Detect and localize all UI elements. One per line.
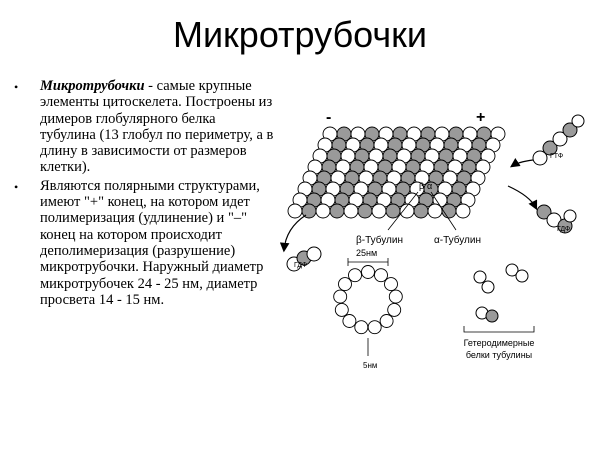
tubulin-dimers [474,264,528,322]
definition-text: - самые крупные элементы цитоскелета. Построены из димеров глобулярного белка тубулина (13 глобул по периметру, а в длину в зависимости от размеров клетки). [40,78,274,176]
protofilament [343,315,356,328]
protofilament [375,269,388,282]
cross-section-ring [334,266,403,334]
polymerization-arrow [512,160,533,166]
microtubule-diagram [268,100,598,390]
tubulin-subunit [442,204,456,218]
protofilament [339,278,352,291]
tubulin-subunit [386,204,400,218]
tubulin-lattice [288,127,505,218]
right-depolymerization-arrow [508,186,536,208]
bullet-text [40,78,274,176]
alpha-glyph: α [427,181,433,191]
minus-end-label: - [326,109,332,126]
term-microtubules: Микротрубочки [40,78,145,94]
tubulin-subunit [358,204,372,218]
dimer-caption-line1: Гетеродимерные [463,338,535,348]
protofilament-size-label: 5нм [363,361,378,370]
protofilament [385,278,398,291]
beta-glyph: β [419,181,425,191]
dimer-caption-line2: белки тубулины [465,350,533,360]
tubulin-subunit [344,204,358,218]
tubulin-subunit [456,204,470,218]
dimers-bracket [464,326,534,332]
gtp-label: ГТФ [550,153,564,160]
protofilament [355,321,368,334]
alpha-tubulin-label: α-Тубулин [434,235,482,246]
plus-end-label: + [476,109,486,126]
tubulin-subunit [414,204,428,218]
protofilament [349,269,362,282]
tubulin-subunit [330,204,344,218]
protofilament [389,290,402,303]
tubulin-subunit [288,204,302,218]
bullet-marker: • [14,80,19,94]
protofilament [388,303,401,316]
bullet-marker: • [14,179,19,194]
list-item [14,178,274,308]
protofilament [362,266,375,279]
protofilament [368,321,381,334]
outer-diameter-label: 25нм [356,248,378,258]
gdp-label-right: ГДФ [557,226,571,233]
protofilament [335,303,348,316]
protofilament [380,315,393,328]
protofilament [334,290,347,303]
bullet-text: Являются полярными структурами, имеют "+" конец, на котором идет полимеризация (удлинение) и "–" конец на котором происходит деполимеризация (разрушение) микротрубочки. Наружный диаметр микротрубочек 24 - 25 нм, диаметр просвета 14 - 15 нм. [40,177,264,308]
list-item [14,78,274,176]
left-depolymerization-arrow [284,215,306,250]
beta-tubulin-label: β-Тубулин [356,235,403,246]
tubulin-subunit [372,204,386,218]
gdp-label-left: ГДФ [294,262,308,269]
slide-title: Микротрубочки [172,14,428,55]
tubulin-subunit [316,204,330,218]
bullet-list [14,78,274,310]
